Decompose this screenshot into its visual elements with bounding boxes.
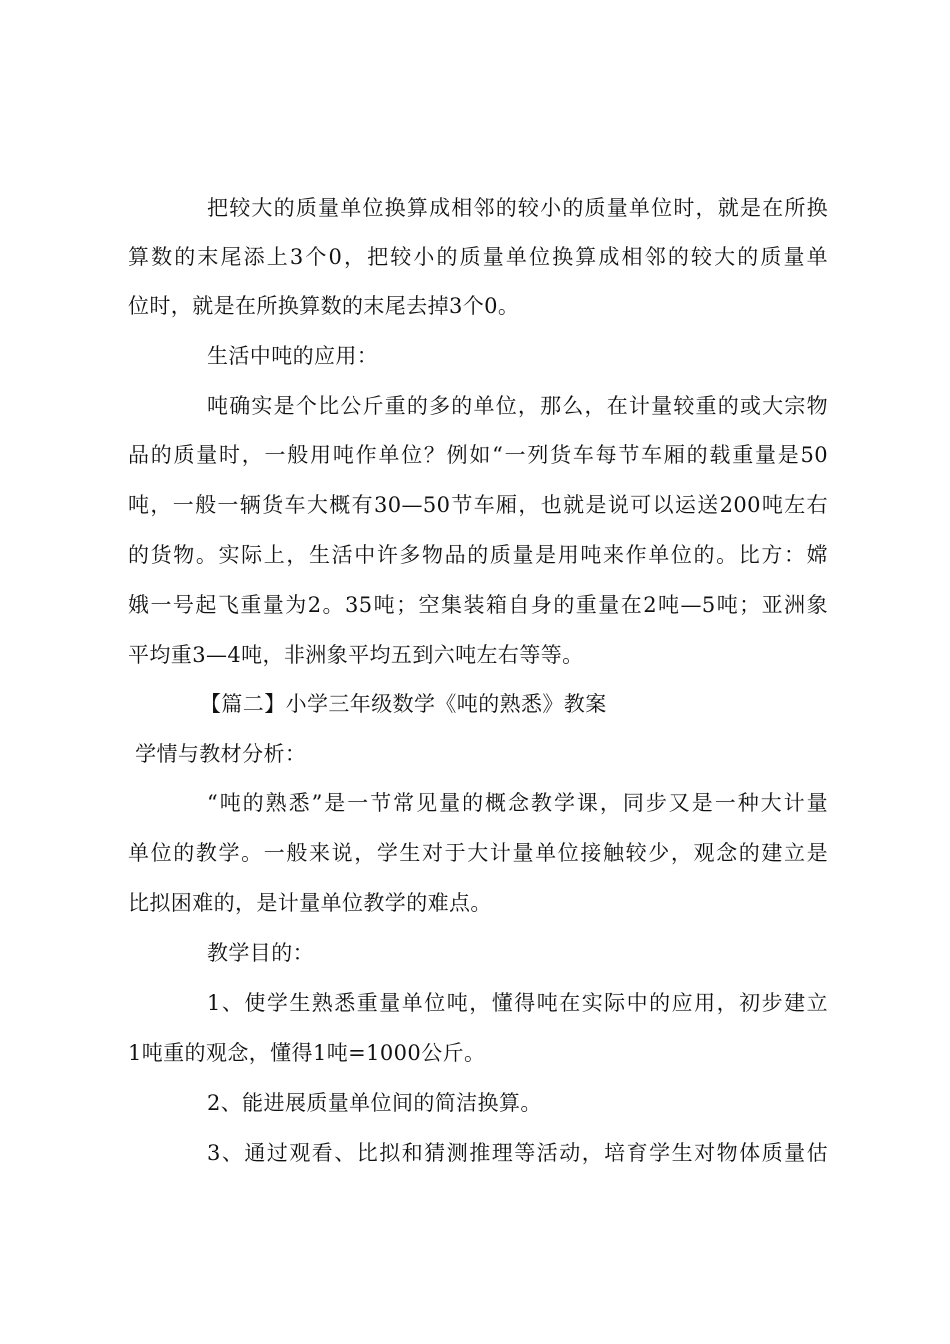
paragraph-3-line-1: 吨确实是个比公斤重的多的单位，那么，在计量较重的或大宗物 <box>207 394 828 418</box>
paragraph-1-line-2: 算数的末尾添上3个0，把较小的质量单位换算成相邻的较大的质量单 <box>128 245 828 269</box>
paragraph-3-line-2: 品的质量时，一般用吨作单位？例如“一列货车每节车厢的载重量是50 <box>128 443 828 467</box>
paragraph-3-line-5: 娥一号起飞重量为2。35吨；空集装箱自身的重量在2吨—5吨；亚洲象 <box>128 593 828 617</box>
goal-3-line-1: 3、通过观看、比拟和猜测推理等活动，培育学生对物体质量估 <box>207 1141 828 1165</box>
paragraph-3-line-3: 吨，一般一辆货车大概有30—50节车厢，也就是说可以运送200吨左右 <box>128 493 828 517</box>
paragraph-3-line-6: 平均重3—4吨，非洲象平均五到六吨左右等等。 <box>128 643 584 667</box>
paragraph-4-line-2: 单位的教学。一般来说，学生对于大计量单位接触较少，观念的建立是 <box>128 841 828 865</box>
paragraph-4-line-3: 比拟困难的，是计量单位教学的难点。 <box>128 891 492 915</box>
paragraph-1-line-3: 位时，就是在所换算数的末尾去掉3个0。 <box>128 294 520 318</box>
paragraph-4-line-1: “吨的熟悉”是一节常见量的概念教学课，同步又是一种大计量 <box>207 791 828 815</box>
goals-label: 教学目的： <box>207 941 314 965</box>
paragraph-1-line-1: 把较大的质量单位换算成相邻的较小的质量单位时，就是在所换 <box>207 196 828 220</box>
section-heading: 【篇二】小学三年级数学《吨的熟悉》教案 <box>200 692 607 716</box>
goal-1-line-1: 1、使学生熟悉重量单位吨，懂得吨在实际中的应用，初步建立 <box>207 991 828 1015</box>
section-label-analysis: 学情与教材分析： <box>128 742 307 766</box>
goal-1-line-2: 1吨重的观念，懂得1吨=1000公斤。 <box>128 1041 486 1065</box>
paragraph-3-line-4: 的货物。实际上，生活中许多物品的质量是用吨来作单位的。比方：嫦 <box>128 543 828 567</box>
goal-2: 2、能进展质量单位间的简洁换算。 <box>207 1091 542 1115</box>
subheading-application: 生活中吨的应用： <box>207 344 379 368</box>
